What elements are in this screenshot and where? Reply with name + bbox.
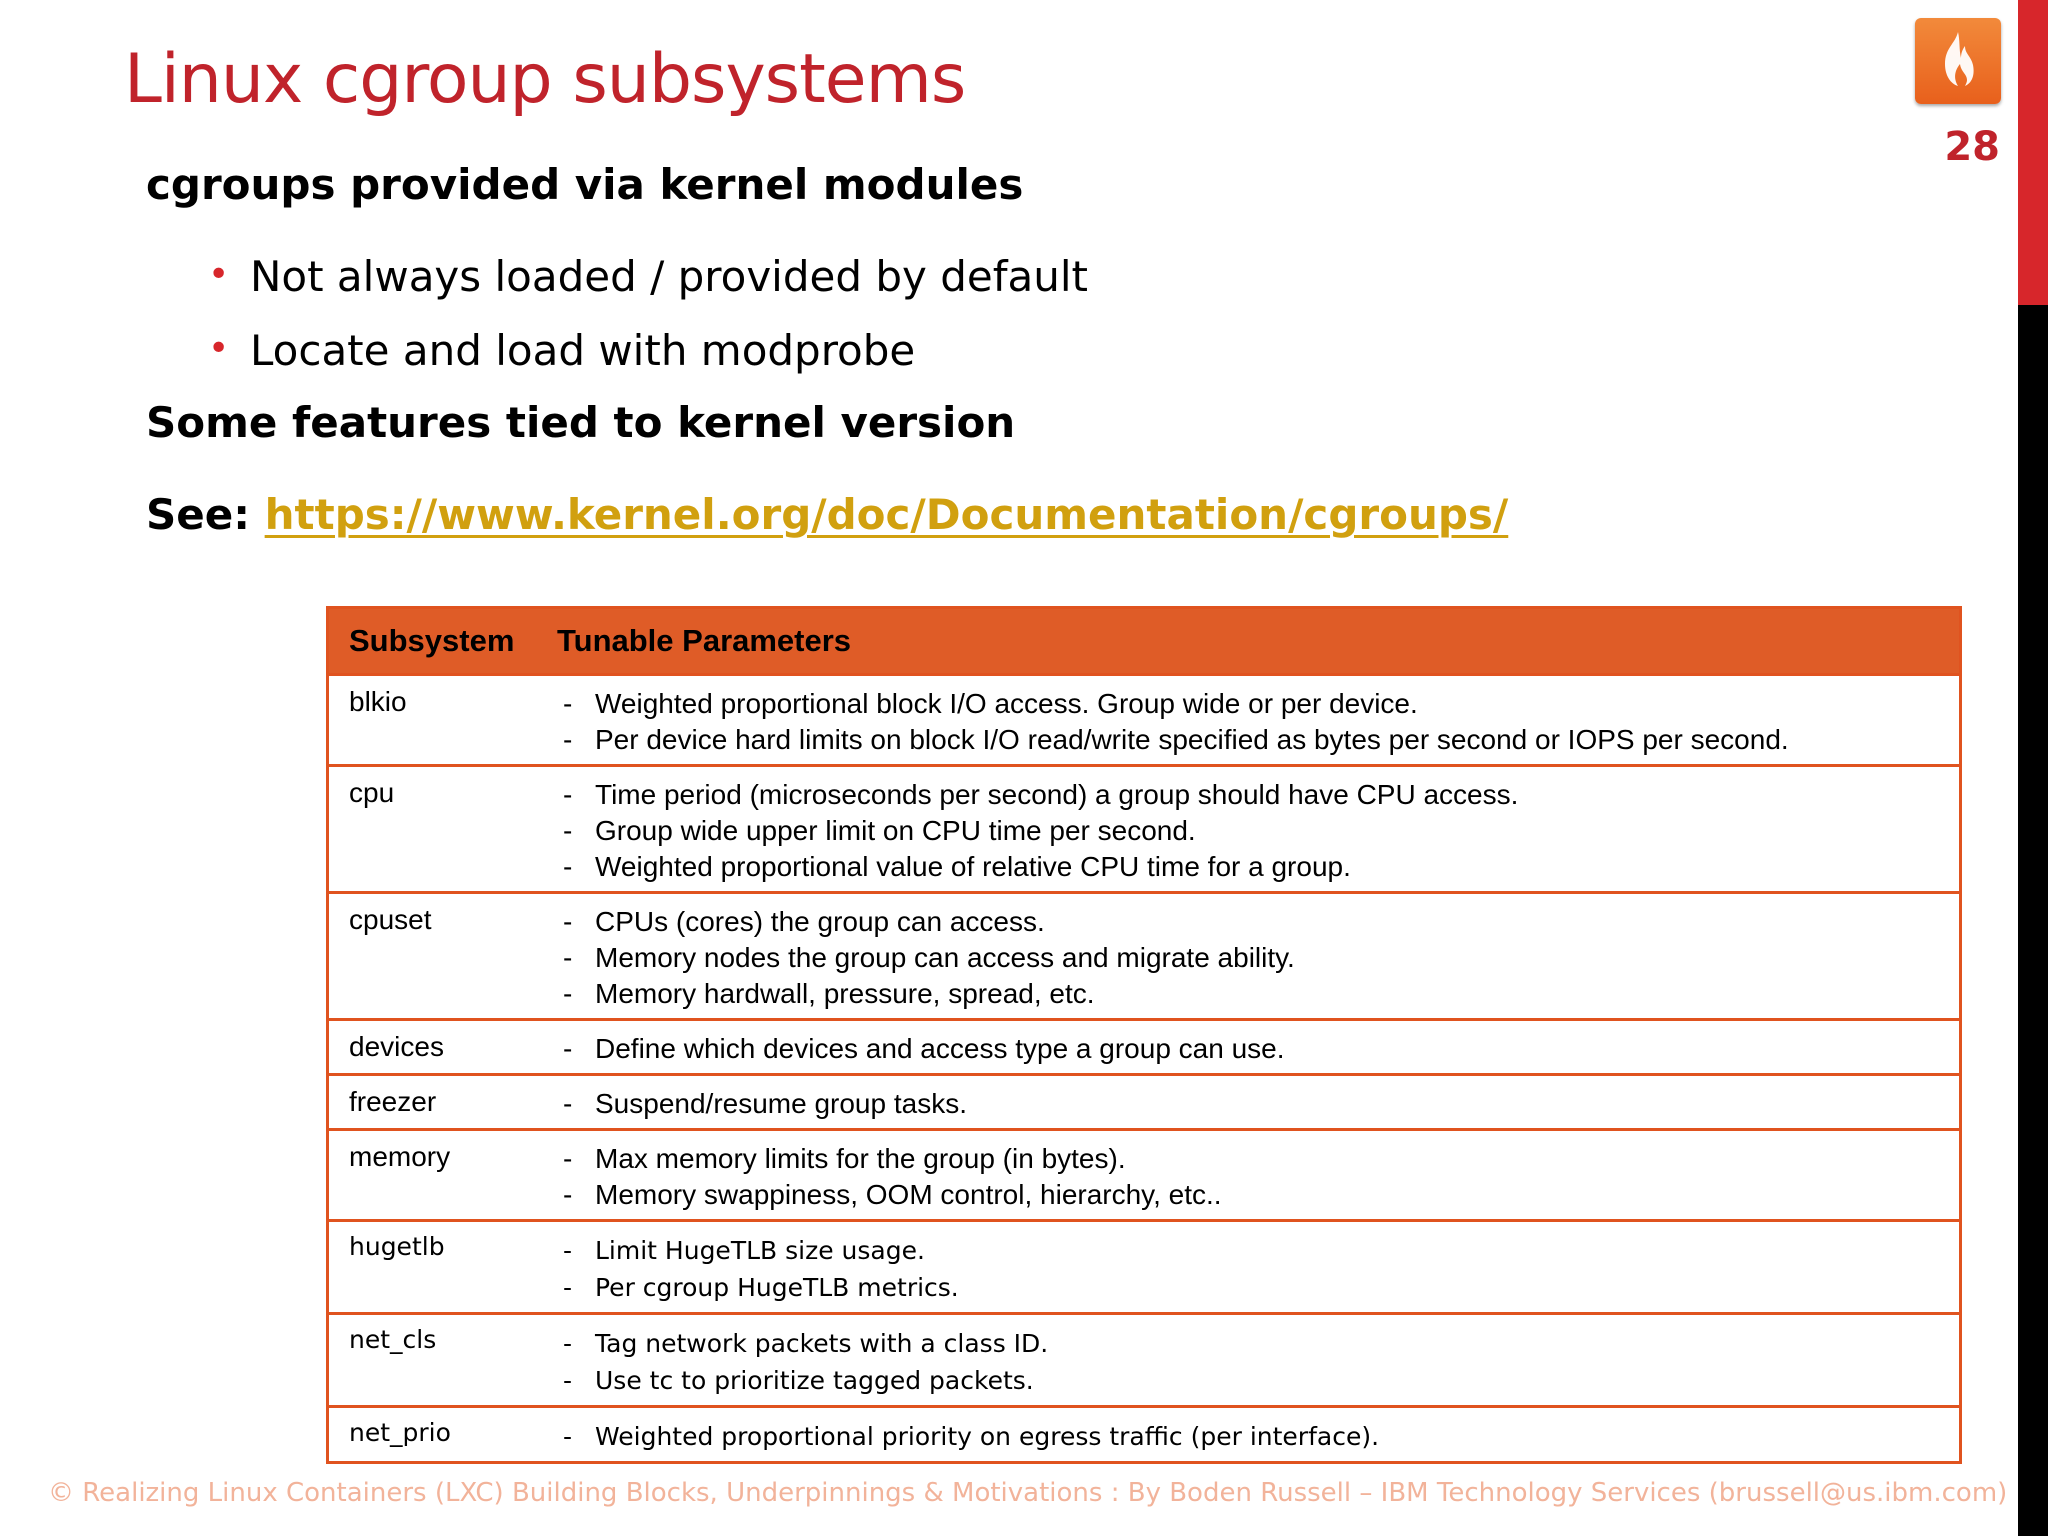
parameter-text: Weighted proportional priority on egress traffic (per interface). [595,1422,1380,1451]
parameter-text: Group wide upper limit on CPU time per second. [595,815,1196,846]
parameters-cell [557,1222,1959,1312]
parameter-text: Memory nodes the group can access and migrate ability. [595,942,1295,973]
subsystem-cell: net_prio [349,1418,451,1447]
parameter-item [557,1086,1959,1122]
parameter-text: CPUs (cores) the group can access. [595,906,1045,937]
parameter-text: Time period (microseconds per second) a group should have CPU access. [595,779,1519,810]
table-row [329,764,1959,891]
parameter-item [557,1031,1959,1067]
table-row [329,891,1959,1018]
heading-kernel-modules: cgroups provided via kernel modules [146,160,1024,209]
table-row [329,1128,1959,1219]
parameter-text: Define which devices and access type a group can use. [595,1033,1285,1064]
dash-marker: - [563,1273,573,1302]
dash-marker: - [563,779,573,810]
parameter-text: Max memory limits for the group (in bytes). [595,1143,1126,1174]
parameter-text: Use tc to prioritize tagged packets. [595,1366,1034,1395]
parameter-item [557,813,1959,849]
table-body [329,673,1959,1461]
bullet-dot: • [208,254,230,295]
parameters-cell [557,676,1959,764]
header-tunable-parameters: Tunable Parameters [557,623,852,658]
table-row [329,1405,1959,1461]
accent-bar-black [2018,305,2048,1536]
parameter-item [557,1269,1959,1306]
see-label: See: [146,490,251,539]
parameter-item [557,1362,1959,1399]
dash-marker: - [563,942,573,973]
dash-marker: - [563,724,573,755]
subsystem-cell: cpu [349,777,395,808]
table-header [329,609,1959,673]
parameters-cell [557,1021,1959,1073]
flame-icon [1915,18,2001,104]
parameter-item [557,1232,1959,1269]
parameter-text: Memory hardwall, pressure, spread, etc. [595,978,1095,1009]
dash-marker: - [563,1366,573,1395]
table-row [329,1219,1959,1312]
parameters-cell [557,894,1959,1018]
parameter-item [557,904,1959,940]
table-row [329,1018,1959,1073]
parameter-item [557,849,1959,885]
parameter-item [557,722,1959,758]
parameters-cell [557,1131,1959,1219]
dash-marker: - [563,1329,573,1358]
footer-copyright: © Realizing Linux Containers (LXC) Building Blocks, Underpinnings & Motivations : By Boden Russell – IBM Technology Services (brussell@us.ibm.com) [48,1478,2008,1508]
table-row [329,1312,1959,1405]
parameter-item [557,976,1959,1012]
parameter-item [557,1177,1959,1213]
dash-marker: - [563,1236,573,1265]
parameter-text: Weighted proportional block I/O access. Group wide or per device. [595,688,1418,719]
parameter-item [557,686,1959,722]
parameter-item [557,1325,1959,1362]
subsystem-cell: memory [349,1141,451,1172]
dash-marker: - [563,1033,573,1064]
parameter-text: Suspend/resume group tasks. [595,1088,967,1119]
dash-marker: - [563,1088,573,1119]
parameters-cell [557,1315,1959,1405]
subsystem-cell: net_cls [349,1325,437,1354]
subsystem-cell: freezer [349,1086,437,1117]
subsystem-cell: blkio [349,686,407,717]
page-title: Linux cgroup subsystems [124,40,966,119]
dash-marker: - [563,851,573,882]
accent-bar-red [2018,0,2048,305]
flame-logo-icon [1915,18,2001,104]
parameters-cell [557,1408,1959,1461]
bullet-dot: • [208,328,230,369]
dash-marker: - [563,688,573,719]
bullet-item-1 [208,252,1089,301]
page-number: 28 [1944,124,2000,170]
dash-marker: - [563,1179,573,1210]
subsystem-table [326,606,1962,1464]
subsystem-cell: hugetlb [349,1232,445,1261]
bullet-text: Locate and load with modprobe [250,326,916,375]
parameter-text: Per cgroup HugeTLB metrics. [595,1273,959,1302]
parameters-cell [557,1076,1959,1128]
parameters-cell [557,767,1959,891]
dash-marker: - [563,1422,573,1451]
subsystem-cell: cpuset [349,904,432,935]
heading-kernel-version: Some features tied to kernel version [146,398,1016,447]
kernel-doc-link[interactable]: https://www.kernel.org/doc/Documentation/cgroups/ [264,490,1509,539]
parameter-text: Memory swappiness, OOM control, hierarchy, etc.. [595,1179,1222,1210]
bullet-text: Not always loaded / provided by default [250,252,1089,301]
table-row [329,1073,1959,1128]
subsystem-cell: devices [349,1031,444,1062]
parameter-text: Per device hard limits on block I/O read/write specified as bytes per second or IOPS per second. [595,724,1789,755]
see-line [146,490,1508,539]
parameter-text: Limit HugeTLB size usage. [595,1236,925,1265]
parameter-text: Weighted proportional value of relative CPU time for a group. [595,851,1351,882]
parameter-item [557,777,1959,813]
parameter-item [557,1141,1959,1177]
dash-marker: - [563,815,573,846]
table-row [329,673,1959,764]
dash-marker: - [563,1143,573,1174]
parameter-item [557,1418,1959,1455]
bullet-item-2 [208,326,916,375]
parameter-item [557,940,1959,976]
dash-marker: - [563,978,573,1009]
header-subsystem: Subsystem [349,623,515,658]
parameter-text: Tag network packets with a class ID. [595,1329,1049,1358]
dash-marker: - [563,906,573,937]
